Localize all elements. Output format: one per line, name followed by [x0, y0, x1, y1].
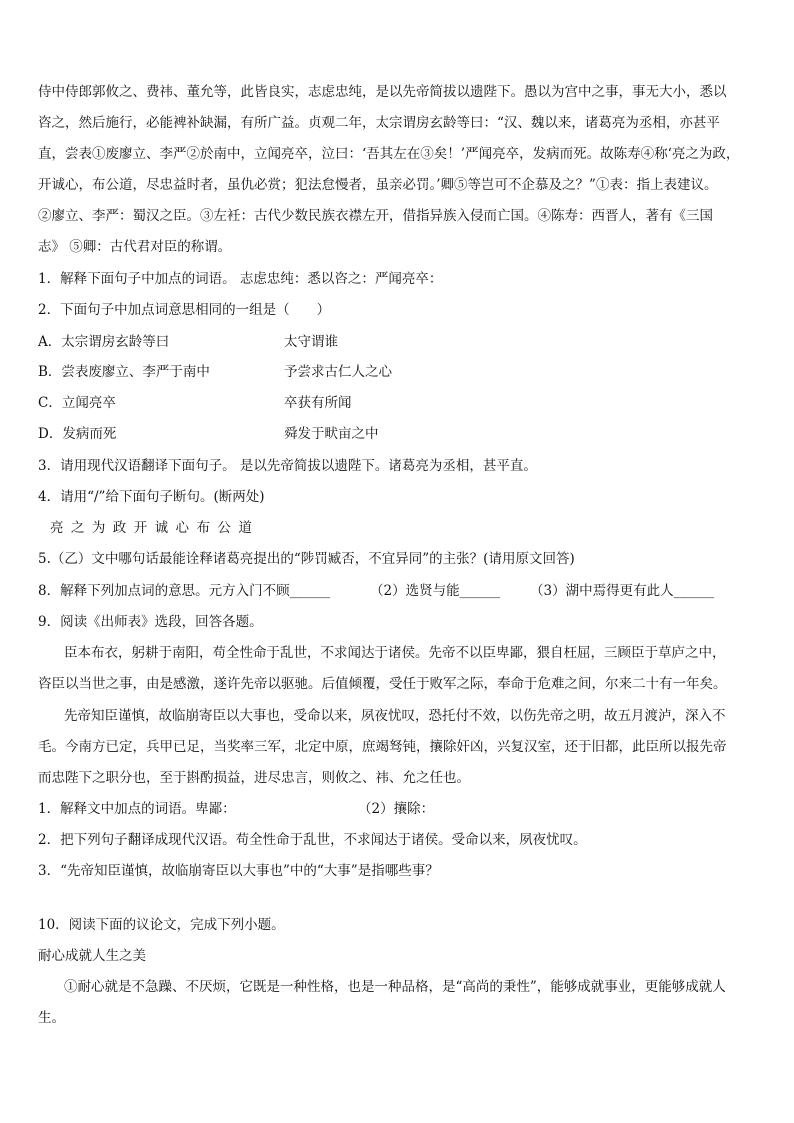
chushi-line: 而忠陛下之职分也，至于斟酌损益，进尽忠言，则攸之、祎、允之任也。 — [38, 770, 470, 786]
question-8-part3: （3）湖中焉得更有此人______ — [530, 583, 715, 599]
question-8-part1: 8．解释下列加点词的意思。元方入门不顾______ — [38, 583, 331, 599]
question-9-1-part1: 1．解释文中加点的词语。卑鄙： — [38, 801, 236, 817]
option-b-right: 予尝求古仁人之心 — [284, 364, 392, 380]
question-9-3: 3．“先帝知臣谨慎，故临崩寄臣以大事也”中的“大事”是指哪些事？ — [38, 863, 439, 879]
option-b — [38, 362, 768, 382]
essay-line: ①耐心就是不急躁、不厌烦，它既是一种性格，也是一种品格，是“高尚的秉性”，能够成就事业，更能够成就人 — [64, 979, 726, 995]
chushi-line: 先帝知臣谨慎，故临崩寄臣以大事也，受命以来，夙夜忧叹，恐托付不效，以伤先帝之明，故五月渡泸，深入不 — [64, 708, 726, 724]
question-8-part2: （2）选贤与能______ — [370, 583, 501, 599]
question-5: 5.（乙）文中哪句话最能诠释诸葛亮提出的“陟罚臧否，不宜异同”的主张？(请用原文回答) — [38, 551, 575, 567]
question-9-1 — [38, 799, 768, 819]
chushi-line: 臣本布衣，躬耕于南阳，苟全性命于乱世，不求闻达于诸侯。先帝不以臣卑鄙，猥自枉屈，三顾臣于草庐之中， — [64, 645, 726, 661]
passage-line: 直，尝表①废廖立、李严②於南中，立闻亮卒，泣曰：‘吾其左在③矣！’严闻亮卒，发病而死。故陈寿④称‘亮之为政， — [38, 146, 740, 162]
question-4: 4．请用“/”给下面句子断句。(断两处) — [38, 489, 265, 505]
essay-title: 耐心成就人生之美 — [38, 948, 146, 964]
chushi-line: 咨臣以当世之事，由是感激，遂许先帝以驱驰。后值倾覆，受任于败军之际，奉命于危难之间，尔来二十有一年矣。 — [38, 676, 727, 692]
passage-line: 咨之，然后施行，必能裨补缺漏，有所广益。贞观二年，太宗谓房玄龄等曰：“汉、魏以来，诸葛亮为丞相，亦甚平 — [38, 115, 720, 131]
option-c-left: C．立闻亮卒 — [38, 395, 116, 411]
question-1: 1．解释下面句子中加点的词语。 志虑忠纯：悉以咨之：严闻亮卒： — [38, 271, 443, 287]
question-2: 2．下面句子中加点词意思相同的一组是（ ） — [38, 302, 331, 318]
question-9-1-part2: （2）攘除： — [358, 801, 435, 817]
option-a-right: 太守谓谁 — [284, 334, 338, 350]
chushi-line: 毛。今南方已定，兵甲已足，当奖率三军，北定中原，庶竭驽钝，攘除奸凶，兴复汉室，还于旧都，此臣所以报先帝 — [38, 739, 727, 755]
option-d — [38, 424, 768, 444]
question-4-sentence: 亮之为政开诚心布公道 — [50, 520, 260, 536]
passage-line: 开诚心，布公道，尽忠益时者，虽仇必赏；犯法怠慢者，虽亲必罚。’卿⑤等岂可不企慕及之？”①表：指上表建议。 — [38, 177, 718, 193]
passage-line: ②廖立、李严：蜀汉之臣。③左衽：古代少数民族衣襟左开，借指异族入侵而亡国。④陈寿：西晋人，著有《三国 — [38, 208, 713, 224]
option-d-right: 舜发于畎亩之中 — [284, 426, 379, 442]
question-3: 3．请用现代汉语翻译下面句子。 是以先帝简拔以遗陛下。诸葛亮为丞相，甚平直。 — [38, 458, 537, 474]
option-a — [38, 332, 768, 352]
question-10: 10．阅读下面的议论文，完成下列小题。 — [38, 917, 285, 933]
option-b-left: B．尝表废廖立、李严于南中 — [38, 364, 210, 380]
option-c-right: 卒获有所闻 — [284, 395, 352, 411]
question-9-2: 2．把下列句子翻译成现代汉语。苟全性命于乱世，不求闻达于诸侯。受命以来，夙夜忧叹。 — [38, 832, 587, 848]
option-c — [38, 393, 768, 413]
question-8 — [38, 581, 768, 601]
essay-line: 生。 — [38, 1010, 65, 1026]
option-a-left: A．太宗谓房玄龄等曰 — [38, 334, 170, 350]
passage-line: 志》 ⑤卿：古代君对臣的称谓。 — [38, 239, 232, 255]
passage-line: 侍中侍郎郭攸之、费祎、董允等，此皆良实，志虑忠纯，是以先帝简拔以遗陛下。愚以为宫中之事，事无大小，悉以 — [38, 84, 727, 100]
question-9: 9．阅读《出师表》选段，回答各题。 — [38, 614, 263, 630]
option-d-left: D．发病而死 — [38, 426, 117, 442]
